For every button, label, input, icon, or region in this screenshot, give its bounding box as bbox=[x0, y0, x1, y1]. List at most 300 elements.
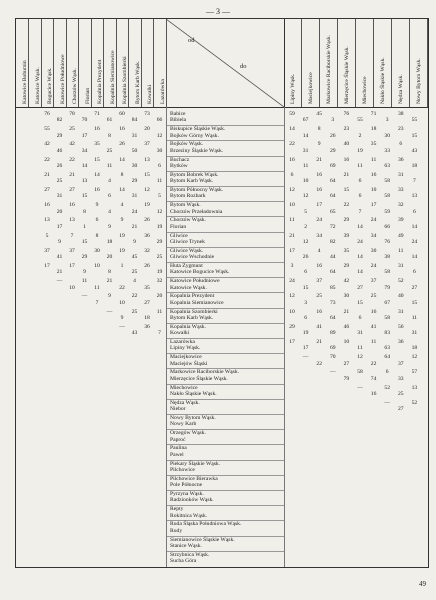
left-column-header bbox=[129, 19, 142, 107]
distance-value: 6 bbox=[385, 369, 389, 376]
distance-value: 16 bbox=[316, 171, 322, 178]
distance-value: 20 bbox=[144, 126, 150, 133]
table-row bbox=[16, 157, 428, 172]
distance-value: 37 bbox=[370, 278, 377, 285]
distance-value: 83 bbox=[384, 330, 390, 337]
distance-value: 14 bbox=[81, 162, 88, 169]
distance-value: 78 bbox=[69, 111, 75, 117]
station-name: Pilchowice bbox=[170, 467, 195, 473]
distance-value: 26 bbox=[144, 263, 150, 269]
station-name: Bytom Karb Wąsk. bbox=[170, 178, 214, 185]
station-names bbox=[170, 111, 280, 124]
distance-value: 69 bbox=[330, 345, 336, 352]
column-label: Mierzęcice Śląskie Wąsk. bbox=[344, 46, 350, 104]
distance-value: 82 bbox=[330, 238, 336, 245]
table-row bbox=[16, 461, 428, 476]
station-name: Siemianowice Śląskie Wąsk. bbox=[170, 536, 235, 543]
distance-value: 12 bbox=[144, 187, 150, 193]
distance-value: 34 bbox=[81, 147, 88, 154]
distance-value: 67 bbox=[384, 299, 390, 306]
station-names bbox=[170, 506, 280, 519]
distance-value: 11 bbox=[411, 314, 418, 321]
station-name: Rudy bbox=[170, 527, 183, 534]
left-values bbox=[16, 217, 166, 232]
distance-value: 11 bbox=[156, 308, 163, 315]
column-label: Florian bbox=[84, 87, 91, 104]
distance-value: 58 bbox=[384, 193, 390, 200]
station-names bbox=[170, 278, 280, 291]
left-values bbox=[16, 126, 166, 141]
table-row bbox=[16, 233, 428, 248]
distance-value: 30 bbox=[156, 147, 163, 154]
table-row bbox=[16, 126, 428, 141]
distance-value: 27 bbox=[357, 284, 363, 291]
to-label: do bbox=[240, 63, 247, 70]
station-names bbox=[170, 263, 280, 276]
table-row bbox=[16, 187, 428, 202]
distance-value: 15 bbox=[343, 187, 350, 193]
distance-value: 33 bbox=[398, 187, 404, 193]
from-label: od bbox=[188, 37, 195, 44]
distance-value: 8 bbox=[83, 208, 86, 215]
station-name: Bytków bbox=[170, 163, 188, 169]
distance-value: 21 bbox=[316, 339, 322, 345]
distance-value: 22 bbox=[131, 293, 138, 300]
distance-value: 2 bbox=[358, 132, 362, 139]
distance-value: 25 bbox=[316, 293, 322, 300]
distance-value: 16 bbox=[370, 308, 377, 315]
station-name: Sucha Góra bbox=[170, 558, 197, 565]
distance-value: 64 bbox=[330, 314, 336, 321]
distance-value: — bbox=[81, 293, 88, 300]
distance-value: 3 bbox=[331, 117, 335, 124]
distance-value: 57 bbox=[411, 369, 418, 376]
station-name: Gliwice Trynek bbox=[170, 239, 205, 245]
distance-value: 37 bbox=[69, 247, 75, 254]
table-row bbox=[16, 537, 428, 552]
distance-value: 27 bbox=[398, 406, 404, 413]
column-label: Miechowice bbox=[362, 76, 368, 104]
station-name: Kopalnia Wąsk. bbox=[170, 323, 206, 330]
distance-value: 55 bbox=[44, 126, 50, 133]
distance-value: 26 bbox=[119, 141, 125, 148]
distance-value: 34 bbox=[370, 232, 377, 239]
column-label: Nakło Śląskie Wąsk. bbox=[380, 57, 386, 104]
distance-value: 6 bbox=[412, 208, 416, 215]
left-values bbox=[16, 430, 166, 445]
station-names bbox=[170, 217, 280, 230]
table-row bbox=[16, 309, 428, 324]
left-column-header bbox=[104, 19, 117, 107]
distance-value: 10 bbox=[302, 178, 309, 185]
distance-value: 71 bbox=[370, 111, 377, 117]
distance-value: 5 bbox=[45, 232, 49, 239]
distance-value: 7 bbox=[70, 232, 74, 239]
distance-value: 27 bbox=[343, 360, 350, 367]
station-name: Mierzęcice Śląskie Wąsk. bbox=[170, 375, 228, 382]
distance-value: 25 bbox=[131, 308, 138, 315]
distance-value: 11 bbox=[398, 247, 404, 254]
distance-value: 69 bbox=[330, 162, 336, 169]
distance-value: 70 bbox=[330, 354, 336, 361]
distance-value: 9 bbox=[108, 293, 111, 300]
distance-value: 6 bbox=[358, 314, 362, 321]
distance-value: 6 bbox=[290, 171, 294, 178]
distance-value: 41 bbox=[370, 323, 377, 330]
station-names bbox=[170, 369, 280, 382]
right-column-header bbox=[374, 19, 392, 107]
distance-value: 26 bbox=[302, 254, 309, 261]
station-name: Repty bbox=[170, 506, 184, 513]
distance-value: 19 bbox=[144, 202, 150, 209]
distance-value: 56 bbox=[398, 323, 404, 330]
distance-value: 12 bbox=[289, 187, 295, 193]
distance-value: 79 bbox=[343, 375, 350, 382]
station-name: Pawel bbox=[170, 451, 184, 458]
left-values bbox=[16, 521, 166, 536]
station-name: Bojków Górny Wąsk. bbox=[170, 132, 219, 139]
distance-value: 10 bbox=[69, 284, 75, 291]
column-label: Kopalnia Siemianowice bbox=[109, 50, 116, 104]
distance-value: 8 bbox=[108, 269, 111, 276]
distance-value: 25 bbox=[398, 390, 404, 397]
table-row bbox=[16, 491, 428, 506]
distance-value: 10 bbox=[94, 263, 100, 269]
distance-value: 50 bbox=[131, 147, 138, 154]
table-row bbox=[16, 263, 428, 278]
distance-value: 49 bbox=[398, 232, 404, 239]
station-name: Katowice Bogucice Wąsk. bbox=[170, 269, 230, 276]
table-row bbox=[16, 415, 428, 430]
table-row bbox=[16, 506, 428, 521]
distance-value: 35 bbox=[370, 141, 377, 148]
distance-value: 16 bbox=[343, 156, 350, 163]
distance-value: 25 bbox=[56, 178, 63, 185]
distance-value: 27 bbox=[69, 187, 75, 193]
left-values bbox=[16, 278, 166, 293]
distance-value: 89 bbox=[330, 330, 336, 337]
distance-value: 39 bbox=[398, 217, 404, 224]
station-name: Bytom Karb Wąsk. bbox=[170, 315, 214, 321]
distance-value: 10 bbox=[119, 299, 125, 306]
distance-value: 3 bbox=[304, 299, 307, 306]
distance-value: 22 bbox=[343, 202, 350, 209]
distance-value: 9 bbox=[58, 238, 61, 245]
station-name: Stanice Wąsk. bbox=[170, 543, 202, 549]
station-name: Katowice Południowe bbox=[170, 278, 220, 285]
distance-value: 45 bbox=[131, 254, 138, 261]
distance-value: 29 bbox=[289, 323, 295, 330]
distance-value: 52 bbox=[384, 384, 390, 391]
station-name: Piekary Śląskie Wąsk. bbox=[170, 460, 221, 467]
distance-value: 4 bbox=[108, 208, 111, 215]
distance-value: 16 bbox=[370, 390, 377, 397]
station-names bbox=[170, 202, 280, 215]
distance-value: 4 bbox=[133, 278, 136, 285]
station-name: Paulina bbox=[170, 445, 187, 452]
distance-value: 16 bbox=[119, 126, 125, 133]
station-name: Ruda Śląska Południowa Wąsk. bbox=[170, 521, 242, 528]
station-name: Gliwice bbox=[170, 232, 188, 239]
distance-value: 34 bbox=[316, 232, 322, 239]
station-name: Maciejkowice bbox=[170, 354, 202, 361]
distance-value: 19 bbox=[119, 232, 125, 239]
distance-value: 21 bbox=[316, 156, 322, 163]
column-divider bbox=[166, 107, 167, 567]
distance-value: 12 bbox=[302, 238, 309, 245]
distance-value: 33 bbox=[398, 375, 404, 382]
distance-value: 6 bbox=[358, 178, 362, 185]
distance-value: 58 bbox=[384, 314, 390, 321]
station-names bbox=[170, 324, 280, 337]
distance-value: 72 bbox=[330, 223, 336, 230]
station-names bbox=[170, 537, 280, 550]
distance-value: 1 bbox=[120, 263, 124, 269]
distance-value: 32 bbox=[156, 278, 163, 285]
distance-value: 42 bbox=[69, 141, 75, 148]
distance-value: 11 bbox=[81, 278, 88, 285]
left-values bbox=[16, 111, 166, 126]
distance-value: 55 bbox=[411, 117, 418, 124]
left-values bbox=[16, 385, 166, 400]
distance-value: 11 bbox=[370, 339, 377, 345]
distance-value: 13 bbox=[144, 156, 150, 163]
distance-value: 64 bbox=[330, 269, 336, 276]
distance-value: 11 bbox=[357, 162, 363, 169]
station-name: Biskupice Śląskie Wąsk. bbox=[170, 126, 226, 133]
distance-value: 29 bbox=[131, 178, 138, 185]
distance-value: 11 bbox=[156, 178, 163, 185]
column-label: Chorzów Wąsk. bbox=[72, 68, 78, 104]
right-column-header bbox=[302, 19, 320, 107]
distance-value: 13 bbox=[44, 217, 50, 224]
station-name: Bytom Północny Wąsk. bbox=[170, 187, 224, 193]
distance-value: 24 bbox=[370, 217, 377, 224]
distance-value: 7 bbox=[358, 208, 362, 215]
table-row bbox=[16, 385, 428, 400]
station-names bbox=[170, 521, 280, 534]
distance-value: 14 bbox=[94, 171, 100, 178]
distance-value: 35 bbox=[343, 247, 350, 254]
station-names bbox=[170, 385, 280, 398]
distance-value: 41 bbox=[56, 254, 63, 261]
distance-value: 33 bbox=[384, 147, 390, 154]
distance-value: 85 bbox=[330, 284, 336, 291]
distance-value: 36 bbox=[144, 323, 150, 330]
station-name: Lazarówka bbox=[170, 339, 195, 345]
station-names bbox=[170, 233, 280, 246]
distance-value: 63 bbox=[384, 162, 390, 169]
distance-value: 8 bbox=[120, 171, 124, 178]
distance-value: 13 bbox=[411, 193, 418, 200]
distance-value: — bbox=[330, 369, 336, 376]
distance-value: 12 bbox=[156, 132, 163, 139]
distance-value: 31 bbox=[131, 132, 138, 139]
distance-value: 19 bbox=[156, 269, 163, 276]
distance-value: 31 bbox=[357, 330, 363, 337]
column-label: Katowice Wąsk. bbox=[34, 67, 41, 104]
distance-value: 37 bbox=[316, 278, 322, 285]
station-name: Nowy Bytom Wąsk. bbox=[170, 415, 216, 421]
table-row bbox=[16, 248, 428, 263]
station-name: Pole Północne bbox=[170, 482, 203, 489]
left-values bbox=[16, 400, 166, 415]
station-name: Bojków Wąsk. bbox=[170, 141, 204, 148]
distance-value: 7 bbox=[95, 299, 99, 306]
left-values bbox=[16, 415, 166, 430]
station-name: Rokitnica Wąsk. bbox=[170, 512, 208, 519]
distance-value: 27 bbox=[44, 187, 50, 193]
column-label: Kopalnia Prezydent bbox=[97, 59, 103, 104]
distance-value: 17 bbox=[81, 132, 88, 139]
left-values bbox=[16, 537, 166, 552]
distance-value: 19 bbox=[357, 147, 363, 154]
station-names bbox=[170, 430, 280, 443]
distance-value: 6 bbox=[158, 162, 161, 169]
distance-value: 16 bbox=[94, 126, 100, 133]
station-name: Kopalnia Prezydent bbox=[170, 293, 215, 300]
distance-value: 30 bbox=[131, 162, 138, 169]
table-row bbox=[16, 172, 428, 187]
distance-value: 10 bbox=[370, 187, 377, 193]
distance-value: 11 bbox=[370, 156, 377, 163]
distance-value: 11 bbox=[289, 217, 295, 224]
column-label: Nowy Bytom Wąsk. bbox=[416, 58, 422, 104]
left-values bbox=[16, 157, 166, 172]
distance-value: — bbox=[384, 399, 390, 406]
distance-value: 16 bbox=[316, 308, 322, 315]
distance-value: 22 bbox=[119, 284, 125, 291]
page-number: 49 bbox=[419, 580, 426, 588]
distance-value: 6 bbox=[358, 193, 362, 200]
distance-value: 27 bbox=[411, 284, 418, 291]
distance-value: 9 bbox=[120, 314, 124, 321]
right-column-header bbox=[338, 19, 356, 107]
distance-value: 52 bbox=[398, 278, 404, 285]
station-names bbox=[170, 339, 280, 352]
distance-value: 3 bbox=[290, 263, 294, 269]
left-values bbox=[16, 369, 166, 384]
distance-value: 24 bbox=[357, 238, 363, 245]
distance-value: 22 bbox=[370, 360, 377, 367]
distance-value: 14 bbox=[357, 269, 363, 276]
distance-value: 9 bbox=[83, 269, 86, 276]
distance-value: 67 bbox=[302, 117, 309, 124]
distance-value: 15 bbox=[81, 238, 88, 245]
right-column-header bbox=[284, 19, 302, 107]
left-column-header bbox=[54, 19, 67, 107]
left-values bbox=[16, 324, 166, 339]
left-values bbox=[16, 141, 166, 156]
distance-value: 26 bbox=[56, 162, 63, 169]
distance-value: 63 bbox=[384, 345, 390, 352]
distance-value: 7 bbox=[158, 330, 161, 337]
distance-value: 21 bbox=[343, 171, 350, 178]
distance-value: 18 bbox=[106, 238, 113, 245]
distance-value: 9 bbox=[120, 217, 124, 224]
distance-value: 4 bbox=[317, 247, 321, 254]
table-row bbox=[16, 339, 428, 354]
distance-value: 17 bbox=[56, 223, 63, 230]
distance-value: 22 bbox=[289, 141, 295, 148]
distance-value: 24 bbox=[289, 278, 295, 285]
station-name: Nakło Śląskie Wąsk. bbox=[170, 391, 217, 397]
station-names bbox=[170, 248, 280, 261]
station-names bbox=[170, 157, 280, 170]
distance-value: 31 bbox=[56, 193, 63, 200]
distance-value: 74 bbox=[370, 375, 377, 382]
right-column-header bbox=[392, 19, 410, 107]
station-name: Gliwice Wąsk. bbox=[170, 247, 204, 254]
distance-value: 8 bbox=[95, 232, 99, 239]
distance-value: 29 bbox=[81, 254, 88, 261]
station-name: Miechowice bbox=[170, 384, 198, 391]
table-row bbox=[16, 476, 428, 491]
distance-value: 6 bbox=[412, 269, 416, 276]
left-values bbox=[16, 552, 166, 567]
distance-value: 16 bbox=[316, 263, 322, 269]
table-row bbox=[16, 202, 428, 217]
distance-value: 6 bbox=[304, 269, 307, 276]
left-column-header bbox=[29, 19, 42, 107]
distance-value: 38 bbox=[384, 254, 390, 261]
distance-value: 7 bbox=[412, 178, 416, 185]
table-row bbox=[16, 141, 428, 156]
left-values bbox=[16, 202, 166, 217]
distance-value: 32 bbox=[144, 247, 150, 254]
distance-value: 70 bbox=[81, 117, 88, 124]
distance-value: 15 bbox=[357, 299, 363, 306]
left-column-header bbox=[116, 19, 129, 107]
distance-value: 31 bbox=[131, 193, 138, 200]
left-column-headers bbox=[16, 19, 166, 108]
distance-value: 17 bbox=[289, 339, 295, 345]
distance-value: 35 bbox=[144, 284, 150, 291]
distance-value: 16 bbox=[69, 202, 75, 209]
distance-value: 26 bbox=[330, 132, 336, 139]
distance-value: 60 bbox=[119, 111, 125, 117]
distance-value: 29 bbox=[343, 217, 350, 224]
distance-value: 4 bbox=[120, 202, 124, 209]
distance-value: 3 bbox=[385, 117, 389, 124]
distance-value: 29 bbox=[343, 263, 350, 269]
distance-value: 15 bbox=[302, 284, 309, 291]
distance-value: 31 bbox=[302, 147, 309, 154]
left-values bbox=[16, 293, 166, 308]
left-values bbox=[16, 263, 166, 278]
distance-value: 17 bbox=[44, 263, 50, 269]
distance-value: 36 bbox=[144, 232, 150, 239]
distance-value: 37 bbox=[398, 360, 404, 367]
distance-value: 21 bbox=[44, 171, 50, 178]
column-label: Markowice Raciborskie Wąsk. bbox=[326, 34, 332, 104]
page-header: — 3 — bbox=[206, 7, 230, 16]
distance-value: 79 bbox=[384, 284, 390, 291]
right-column-header bbox=[356, 19, 374, 107]
left-values bbox=[16, 476, 166, 491]
station-name: Bytom Rozbark bbox=[170, 193, 206, 200]
left-values bbox=[16, 445, 166, 460]
station-name: Kowalki bbox=[170, 330, 190, 337]
distance-value: 17 bbox=[316, 202, 322, 209]
distance-value: 14 bbox=[357, 254, 363, 261]
distance-value: 6 bbox=[95, 217, 99, 224]
left-values bbox=[16, 461, 166, 476]
distance-value: 24 bbox=[370, 263, 377, 269]
distance-value: 24 bbox=[131, 208, 138, 215]
distance-value: 36 bbox=[398, 156, 404, 163]
distance-value: 58 bbox=[384, 178, 390, 185]
